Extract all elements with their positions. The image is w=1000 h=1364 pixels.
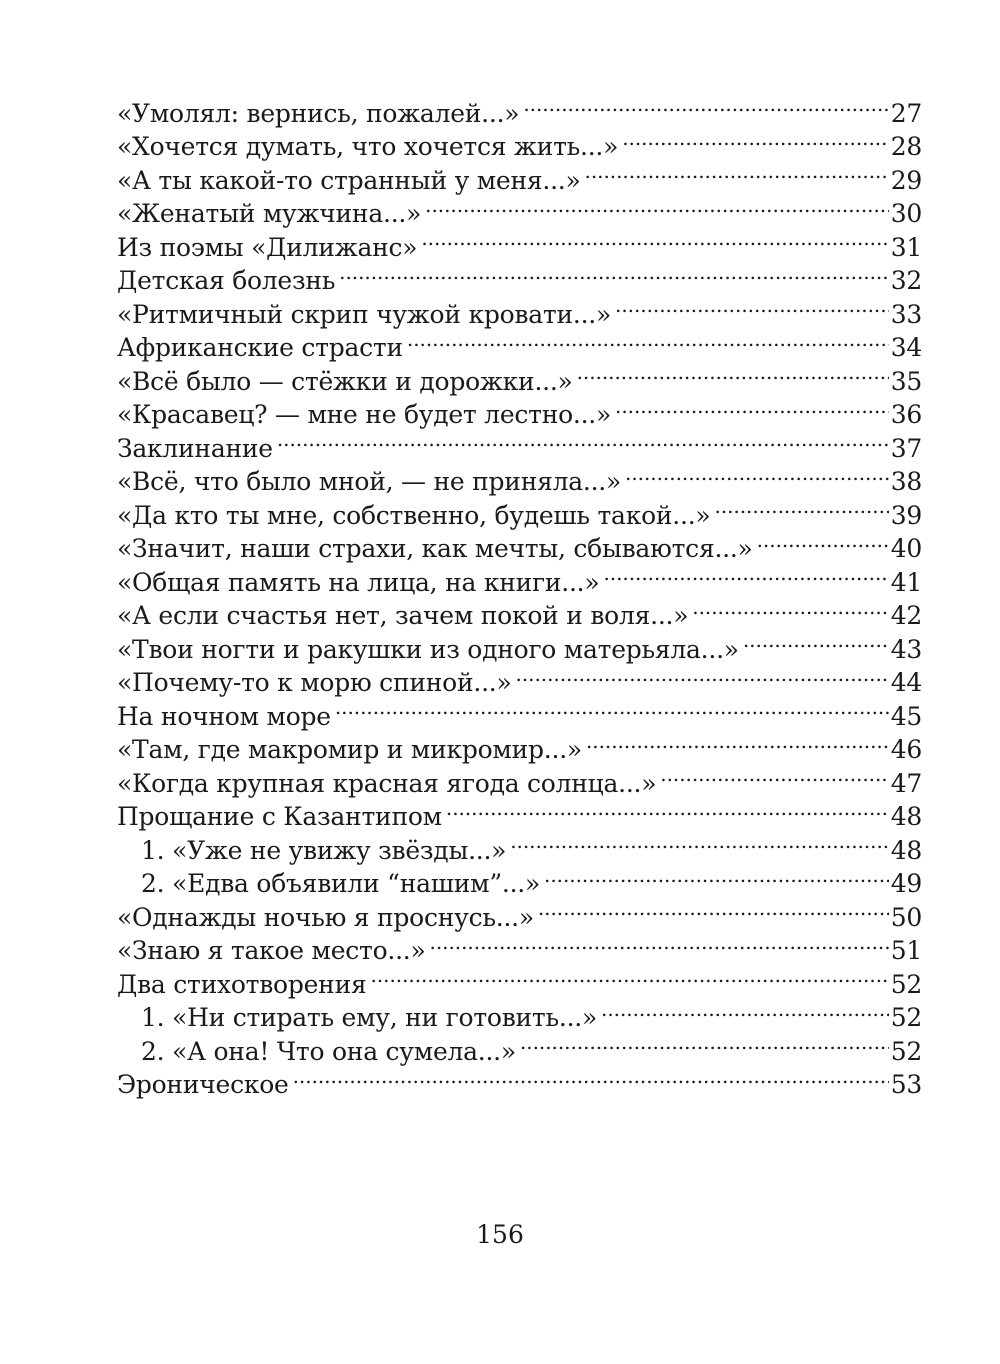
toc-entry-page: 52 [890, 1036, 922, 1066]
toc-dot-leader [339, 256, 889, 290]
toc-entry-title: «Там, где макромир и микромир...» [117, 735, 582, 764]
toc-entry-title: «Общая память на лица, на книги...» [117, 567, 600, 597]
toc-entry-title: «Красавец? — мне не будет лестно...» [117, 400, 612, 429]
toc-dot-leader [585, 155, 889, 189]
toc-entry-page: 39 [890, 500, 922, 530]
toc-entry-title: «Ритмичный скрип чужой кровати...» [117, 299, 612, 329]
toc-dot-leader [516, 658, 889, 692]
toc-dot-leader [446, 792, 889, 826]
toc-entry-title: Из поэмы «Дилижанс» [117, 232, 418, 262]
toc-entry-page: 49 [890, 869, 922, 898]
toc-entry-page: 52 [890, 969, 922, 999]
toc-entry-title: «Однажды ночью я проснусь...» [117, 902, 534, 932]
toc-dot-leader [520, 1026, 889, 1060]
toc-entry-title: «Хочется думать, что хочется жить...» [117, 132, 619, 161]
toc-entry-page: 38 [890, 467, 922, 496]
toc-dot-leader [692, 591, 889, 625]
toc-entry-title: «Знаю я такое место...» [117, 936, 426, 965]
toc-entry-title: 1. «Ни стирать ему, ни готовить...» [141, 1003, 598, 1032]
toc-entry-page: 51 [890, 936, 922, 965]
toc-dot-leader [371, 959, 889, 993]
toc-dot-leader [615, 390, 889, 424]
toc-dot-leader [615, 289, 889, 323]
toc-dot-leader [601, 993, 889, 1027]
toc-dot-leader [622, 122, 889, 156]
toc-dot-leader [586, 725, 889, 759]
toc-entry-page: 35 [890, 366, 922, 396]
toc-entry-title: 2. «А она! Что она сумела...» [141, 1036, 516, 1066]
toc-dot-leader [544, 859, 889, 893]
toc-entry-title: «Почему-то к морю спиной...» [117, 668, 512, 697]
toc-entry-title: «Умолял: вернись, пожалей...» [117, 98, 520, 128]
toc-entry-title: Детская болезнь [117, 266, 336, 295]
toc-entry-page: 41 [890, 567, 922, 597]
toc-entry-page: 29 [890, 165, 922, 195]
toc-entry-page: 34 [890, 333, 922, 362]
toc-entry-page: 36 [890, 400, 922, 429]
toc-entry-page: 46 [890, 735, 922, 764]
toc-entry-page: 33 [890, 299, 922, 329]
toc-dot-leader [757, 524, 889, 558]
toc-entry-title: Эроническое [117, 1070, 289, 1099]
toc-entry-title: «Да кто ты мне, собственно, будешь такой...» [117, 500, 711, 530]
toc-entry-page: 31 [890, 232, 922, 262]
toc-entry-title: «Значит, наши страхи, как мечты, сбываются...» [117, 534, 753, 563]
toc-dot-leader [335, 691, 889, 725]
toc-dot-leader [577, 356, 889, 390]
toc-entry-page: 52 [890, 1003, 922, 1032]
toc-entry-title: «Твои ногти и ракушки из одного матерьяла...» [117, 634, 739, 664]
toc-dot-leader [660, 758, 889, 792]
toc-dot-leader [523, 88, 888, 122]
toc-entry-page: 53 [890, 1070, 922, 1099]
toc-entry-page: 44 [890, 668, 922, 697]
toc-dot-leader [293, 1060, 889, 1094]
toc-dot-leader [743, 624, 889, 658]
toc-dot-leader [538, 892, 889, 926]
toc-entry-page: 28 [890, 132, 922, 161]
toc-dot-leader [430, 926, 889, 960]
toc-dot-leader [421, 222, 888, 256]
toc-entry-title: «Женатый мужчина...» [117, 199, 422, 228]
toc-dot-leader [407, 323, 889, 357]
toc-entry-title: «А ты какой-то странный у меня...» [117, 165, 581, 195]
toc-entry-title: На ночном море [117, 701, 331, 731]
toc-entry-title: «Всё было — стёжки и дорожки...» [117, 366, 573, 396]
toc-entry-title: «А если счастья нет, зачем покой и воля...» [117, 601, 689, 630]
toc-entry-page: 30 [890, 199, 922, 228]
toc-entry-page: 27 [890, 98, 922, 128]
toc-entry-page: 48 [890, 802, 922, 831]
toc-entry-page: 37 [890, 433, 922, 463]
toc-entry-title: 1. «Уже не увижу звёзды...» [141, 835, 507, 865]
table-of-contents [117, 88, 922, 1099]
toc-dot-leader [277, 423, 889, 457]
toc-entry-page: 43 [890, 634, 922, 664]
toc-entry-title: «Всё, что было мной, — не приняла...» [117, 467, 622, 496]
toc-dot-leader [603, 557, 888, 591]
toc-entry-title: Африканские страсти [117, 333, 403, 362]
toc-dot-leader [425, 189, 889, 223]
toc-dot-leader [625, 457, 889, 491]
toc-entry-page: 32 [890, 266, 922, 295]
toc-entry-page: 47 [890, 768, 922, 798]
toc-entry-title: Два стихотворения [117, 969, 367, 999]
toc-entry-title: Прощание с Казантипом [117, 802, 442, 831]
toc-dot-leader [714, 490, 888, 524]
toc-entry-title: Заклинание [117, 433, 273, 463]
toc-entry [117, 88, 922, 128]
toc-entry-page: 48 [890, 835, 922, 865]
toc-dot-leader [510, 825, 889, 859]
page-number: 156 [476, 1220, 524, 1249]
toc-entry-title: «Когда крупная красная ягода солнца...» [117, 768, 657, 798]
toc-entry-page: 50 [890, 902, 922, 932]
toc-entry-title: 2. «Едва объявили “нашим”...» [141, 869, 541, 898]
toc-entry-page: 40 [890, 534, 922, 563]
toc-entry-page: 45 [890, 701, 922, 731]
toc-entry-page: 42 [890, 601, 922, 630]
